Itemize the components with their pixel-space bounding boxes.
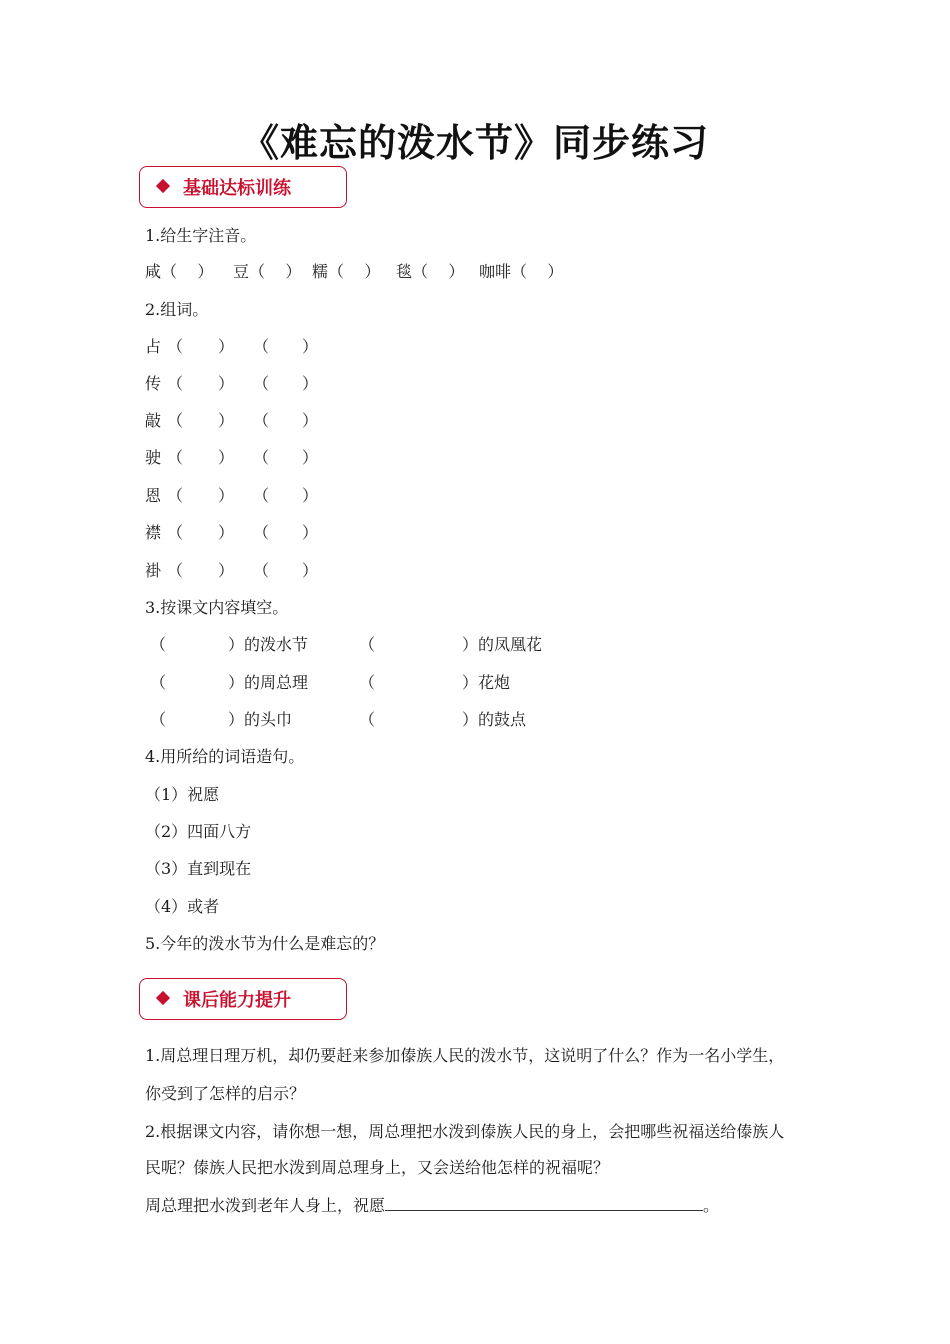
bracket: ） (218, 486, 235, 505)
bracket: （ (253, 374, 270, 393)
bracket: ） (302, 561, 319, 580)
page-title: 《难忘的泼水节》同步练习 (240, 121, 709, 165)
target-char: 驶 (145, 448, 162, 467)
pinyin-item: 糯（ ） (312, 262, 381, 281)
bracket: ） (302, 486, 319, 505)
phrase: ）花炮 (462, 673, 511, 692)
target-char: 恩 (145, 486, 162, 505)
bracket: （ (253, 561, 270, 580)
pinyin-item: 咖啡（ ） (479, 262, 564, 281)
bracket: （ (359, 710, 376, 729)
question-3: 3.按课文内容填空。 (145, 598, 289, 617)
advanced-q2-line1: 2.根据课文内容，请你想一想，周总理把水泼到傣族人民的身上，会把哪些祝福送给傣族人 (145, 1122, 785, 1141)
bracket: （ (359, 673, 376, 692)
section-label: 基础达标训练 (183, 178, 291, 199)
bracket: （ (150, 710, 167, 729)
bracket: （ (150, 673, 167, 692)
answer-blank[interactable] (385, 1196, 703, 1211)
bracket: ） (218, 561, 235, 580)
bracket: ） (218, 374, 235, 393)
bracket: （ (253, 411, 270, 430)
phrase: ）的鼓点 (462, 710, 527, 729)
q4-item: （3）直到现在 (145, 859, 252, 878)
bracket: ） (302, 374, 319, 393)
target-char: 敲 (145, 411, 162, 430)
bracket: （ (167, 411, 184, 430)
pinyin-item: 咸（ ） (145, 262, 214, 281)
section-label: 课后能力提升 (183, 990, 291, 1011)
bracket: （ (167, 448, 184, 467)
q4-item: （1）祝愿 (145, 785, 220, 804)
bracket: ） (218, 337, 235, 356)
bracket: （ (167, 337, 184, 356)
bracket: （ (150, 635, 167, 654)
bracket: （ (253, 448, 270, 467)
question-1: 1.给生字注音。 (145, 226, 257, 245)
bracket: （ (253, 523, 270, 542)
question-2: 2.组词。 (145, 300, 209, 319)
phrase: ）的凤凰花 (462, 635, 543, 654)
bracket: ） (218, 448, 235, 467)
pinyin-item: 毯（ ） (396, 262, 465, 281)
period: 。 (703, 1196, 720, 1215)
advanced-q2-line3 (145, 1196, 719, 1216)
bracket: （ (167, 523, 184, 542)
phrase: ）的泼水节 (228, 635, 309, 654)
bracket: （ (167, 374, 184, 393)
target-char: 传 (145, 374, 162, 393)
bracket: ） (218, 523, 235, 542)
bracket: （ (167, 561, 184, 580)
advanced-q1-line1: 1.周总理日理万机，却仍要赶来参加傣族人民的泼水节，这说明了什么？作为一名小学生， (145, 1046, 785, 1065)
section-header-basic (139, 166, 347, 208)
bracket: ） (302, 411, 319, 430)
bracket: （ (253, 337, 270, 356)
target-char: 占 (145, 337, 162, 356)
q4-item: （4）或者 (145, 897, 220, 916)
question-4: 4.用所给的词语造句。 (145, 747, 305, 766)
bracket: ） (302, 448, 319, 467)
bracket: （ (253, 486, 270, 505)
section-header-advanced (139, 978, 347, 1020)
bracket: ） (302, 523, 319, 542)
target-char: 褂 (145, 561, 162, 580)
phrase: ）的周总理 (228, 673, 309, 692)
fill-prompt: 周总理把水泼到老年人身上，祝愿 (145, 1196, 386, 1215)
pinyin-item: 豆（ ） (233, 262, 302, 281)
target-char: 襟 (145, 523, 162, 542)
question-5: 5.今年的泼水节为什么是难忘的？ (145, 934, 385, 953)
bracket: ） (218, 411, 235, 430)
phrase: ）的头巾 (228, 710, 293, 729)
bracket: （ (359, 635, 376, 654)
bracket: （ (167, 486, 184, 505)
advanced-q2-line2: 民呢？傣族人民把水泼到周总理身上，又会送给他怎样的祝福呢？ (145, 1158, 610, 1177)
advanced-q1-line2: 你受到了怎样的启示？ (145, 1084, 306, 1103)
bracket: ） (302, 337, 319, 356)
q4-item: （2）四面八方 (145, 822, 252, 841)
